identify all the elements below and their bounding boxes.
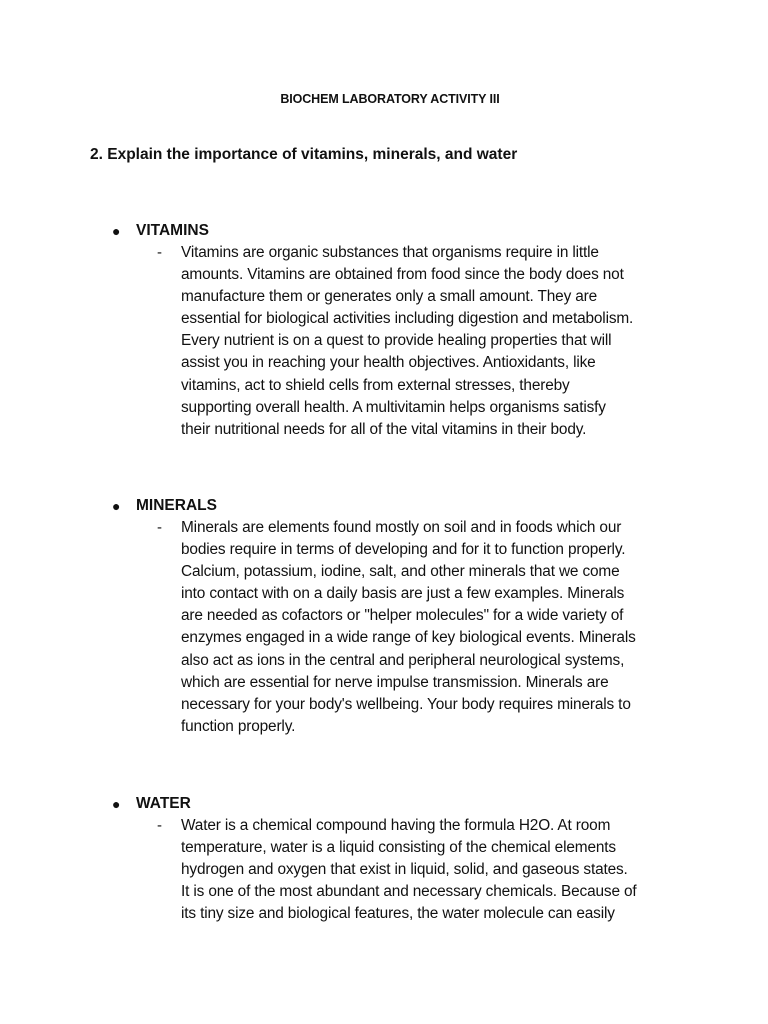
text-line: enzymes engaged in a wide range of key biological events. Minerals — [181, 629, 636, 647]
section-minerals — [112, 495, 692, 738]
section-header — [112, 220, 692, 242]
dash-icon: - — [157, 817, 162, 834]
text-line: It is one of the most abundant and necessary chemicals. Because of — [181, 883, 637, 901]
text-line: which are essential for nerve impulse transmission. Minerals are — [181, 673, 609, 691]
section-title: WATER — [136, 795, 191, 812]
text-line: Every nutrient is on a quest to provide healing properties that will — [181, 332, 612, 350]
text-line: necessary for your body's wellbeing. Your body requires minerals to — [181, 695, 631, 713]
bullet-icon: ● — [112, 223, 121, 239]
text-line: into contact with on a daily basis are just a few examples. Minerals — [181, 585, 625, 603]
text-line: Vitamins are organic substances that organisms require in little — [181, 244, 599, 261]
dash-icon: - — [157, 244, 162, 261]
text-line: supporting overall health. A multivitamin helps organisms satisfy — [181, 398, 606, 416]
question-heading: 2. Explain the importance of vitamins, minerals, and water — [90, 146, 518, 163]
text-line: Calcium, potassium, iodine, salt, and other minerals that we come — [181, 563, 620, 581]
text-line: function properly. — [181, 717, 296, 735]
section-vitamins — [112, 220, 692, 441]
text-line: assist you in reaching your health objectives. Antioxidants, like — [181, 354, 596, 372]
text-line: their nutritional needs for all of the vital vitamins in their body. — [181, 420, 587, 438]
section-header — [112, 495, 692, 517]
dash-icon: - — [157, 519, 162, 536]
paragraph — [181, 242, 681, 441]
text-line: vitamins, act to shield cells from external stresses, thereby — [181, 376, 570, 394]
section-body — [112, 242, 692, 441]
section-water — [112, 793, 692, 925]
section-body — [112, 517, 692, 738]
paragraph — [181, 815, 681, 925]
bullet-icon: ● — [112, 796, 121, 812]
section-body — [112, 815, 692, 925]
text-line: also act as ions in the central and peripheral neurological systems, — [181, 651, 625, 669]
text-line: manufacture them or generates only a small amount. They are — [181, 288, 598, 306]
text-line: essential for biological activities including digestion and metabolism. — [181, 310, 634, 328]
section-header — [112, 793, 692, 815]
text-line: temperature, water is a liquid consisting of the chemical elements — [181, 839, 616, 857]
section-title: VITAMINS — [136, 222, 209, 239]
document-title: BIOCHEM LABORATORY ACTIVITY III — [280, 92, 500, 106]
text-line: its tiny size and biological features, the water molecule can easily — [181, 905, 615, 923]
text-line: Minerals are elements found mostly on soil and in foods which our — [181, 519, 622, 536]
paragraph — [181, 517, 681, 738]
section-title: MINERALS — [136, 497, 217, 514]
bullet-icon: ● — [112, 498, 121, 514]
text-line: Water is a chemical compound having the formula H2O. At room — [181, 817, 611, 834]
text-line: amounts. Vitamins are obtained from food since the body does not — [181, 266, 624, 284]
text-line: are needed as cofactors or "helper molecules" for a wide variety of — [181, 607, 624, 625]
text-line: bodies require in terms of developing and for it to function properly. — [181, 541, 626, 559]
text-line: hydrogen and oxygen that exist in liquid, solid, and gaseous states. — [181, 861, 628, 879]
